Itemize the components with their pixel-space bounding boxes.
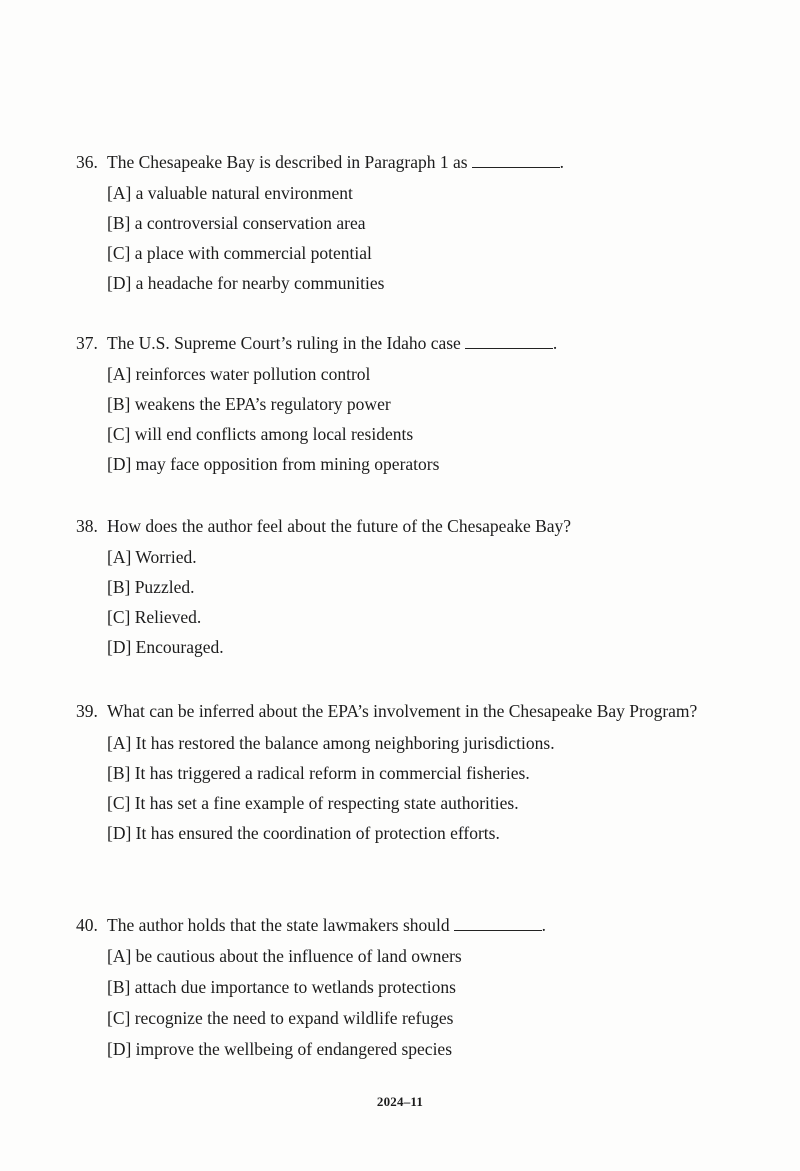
page-footer-code: 2024–11 [376,1094,424,1109]
question-text: The U.S. Supreme Court’s ruling in the Idaho case [107,333,461,353]
question-stem [76,328,746,359]
blank-period: . [552,333,558,353]
option-d: [D] a headache for nearby communities [107,273,385,293]
option-d: [D] Encouraged. [107,637,224,657]
question-number: 40. [76,915,98,935]
question-text: How does the author feel about the future of the Chesapeake Bay? [107,516,572,536]
option-list [76,542,746,662]
option-list [76,178,746,298]
question-40 [76,910,746,1065]
question-39 [76,696,746,848]
option-a: [A] Worried. [107,547,197,567]
question-number: 39. [76,701,98,721]
option-d: [D] may face opposition from mining operators [107,454,440,474]
option-c: [C] will end conflicts among local residents [107,424,414,444]
question-text: The author holds that the state lawmakers should [107,915,450,935]
option-a: [A] a valuable natural environment [107,183,353,203]
option-a: [A] be cautious about the influence of land owners [107,946,462,966]
question-text: The Chesapeake Bay is described in Paragraph 1 as [107,152,468,172]
blank-period: . [559,152,564,172]
question-36 [76,147,746,298]
option-b: [B] attach due importance to wetlands protections [107,977,456,997]
option-c: [C] It has set a fine example of respecting state authorities. [107,792,519,813]
question-stem [76,147,746,178]
option-b: [B] weakens the EPA’s regulatory power [107,394,391,414]
blank-period: . [541,915,547,935]
option-c: [C] Relieved. [107,607,202,627]
option-list [76,728,746,848]
option-list [76,359,746,479]
question-stem [76,910,746,941]
question-text: What can be inferred about the EPA’s involvement in the Chesapeake Bay Program? [107,701,698,721]
question-38 [76,511,746,662]
option-list [76,941,746,1065]
option-a: [A] It has restored the balance among neighboring jurisdictions. [107,732,555,753]
option-a: [A] reinforces water pollution control [107,364,371,384]
question-number: 36. [76,152,98,172]
option-b: [B] a controversial conservation area [107,213,366,233]
question-number: 37. [76,333,98,353]
option-c: [C] recognize the need to expand wildlife refuges [107,1008,454,1028]
answer-blank [472,151,560,168]
option-c: [C] a place with commercial potential [107,243,372,263]
option-b: [B] It has triggered a radical reform in commercial fisheries. [107,762,530,783]
answer-blank [454,914,542,931]
answer-blank [465,332,553,349]
option-b: [B] Puzzled. [107,577,195,597]
question-stem [76,511,746,542]
question-stem [76,696,746,728]
question-37 [76,328,746,479]
option-d: [D] improve the wellbeing of endangered species [107,1039,453,1059]
question-number: 38. [76,516,98,536]
option-d: [D] It has ensured the coordination of protection efforts. [107,822,500,843]
